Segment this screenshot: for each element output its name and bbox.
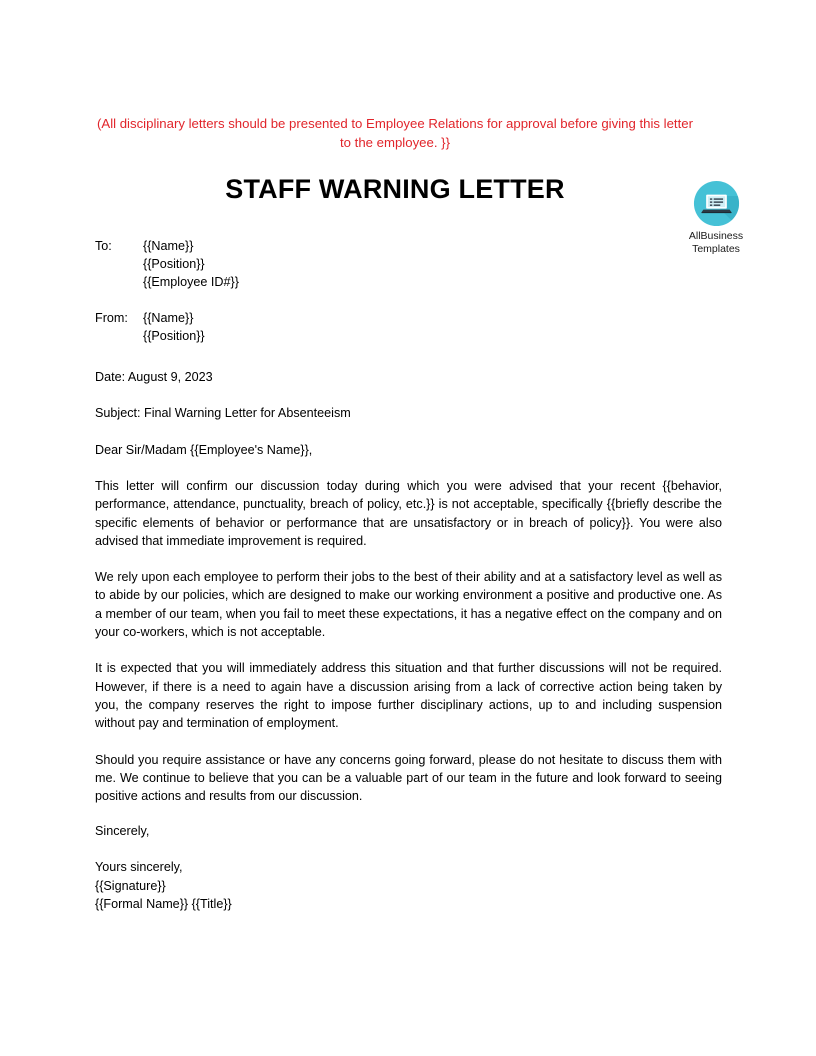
body-paragraph-4: Should you require assistance or have any concerns going forward, please do not hesitate to discuss them with me. We continue to believe that you can be a valuable part of our team in the future and look forward to seeing positive actions and results from our discussion. xyxy=(95,752,722,804)
to-values xyxy=(143,237,239,291)
logo-caption-line2: Templates xyxy=(692,242,740,255)
from-position: {{Position}} xyxy=(143,329,205,343)
from-row xyxy=(95,309,239,345)
to-name: {{Name}} xyxy=(143,239,194,253)
salutation-line: Dear Sir/Madam {{Employee's Name}}, xyxy=(95,443,313,457)
logo-caption-line1: AllBusiness xyxy=(688,230,744,242)
body-paragraph-2: We rely upon each employee to perform their jobs to the best of their ability and at a satisfactory level as well as to abide by our policies, which are designed to make our working environment a positive and productive one. As a member of our team, when you fail to meet these expectations, it has a negative effect on the company and on your co-workers, which is not acceptable. xyxy=(95,570,722,640)
closing-formal-name-title: {{Formal Name}} {{Title}} xyxy=(95,896,232,911)
page-title: STAFF WARNING LETTER xyxy=(225,174,565,204)
to-position: {{Position}} xyxy=(143,257,205,271)
address-spacer xyxy=(95,291,239,309)
closing-yours-sincerely: Yours sincerely, xyxy=(95,860,183,875)
closing-sincerely: Sincerely, xyxy=(95,824,150,838)
laptop-icon xyxy=(693,180,740,227)
letter-body xyxy=(95,477,722,805)
body-paragraph-1: This letter will confirm our discussion today during which you were advised that your recent {{behavior, performance, attendance, punctuality, breach of policy, etc.}} is not acceptable, specifically {{briefly describe the specific elements of behavior or performance that are unsatisfactory or in breach of policy}}. You were also advised that immediate improvement is required. xyxy=(95,479,722,548)
date-line: Date: August 9, 2023 xyxy=(95,370,213,384)
subject-line: Subject: Final Warning Letter for Absenteeism xyxy=(95,406,351,420)
from-values xyxy=(143,309,205,345)
disclaimer-note: (All disciplinary letters should be presented to Employee Relations for approval before giving this letter to the employee. }} xyxy=(97,116,693,150)
from-name: {{Name}} xyxy=(143,311,194,325)
to-row xyxy=(95,237,239,291)
from-label: From: xyxy=(95,311,128,325)
closing-block xyxy=(95,822,232,913)
body-paragraph-3: It is expected that you will immediately address this situation and that further discussions will not be required. However, if there is a need to again have a discussion arising from a lack of corrective action being taken by you, the company reserves the right to impose further disciplinary actions, up to and including suspension without pay and termination of employment. xyxy=(95,661,722,731)
to-employee-id: {{Employee ID#}} xyxy=(143,275,239,289)
brand-logo xyxy=(666,180,766,255)
logo-caption xyxy=(666,230,766,255)
closing-signature: {{Signature}} xyxy=(95,878,166,893)
address-block xyxy=(95,237,239,345)
closing-spacer xyxy=(95,840,232,858)
to-label: To: xyxy=(95,239,112,253)
